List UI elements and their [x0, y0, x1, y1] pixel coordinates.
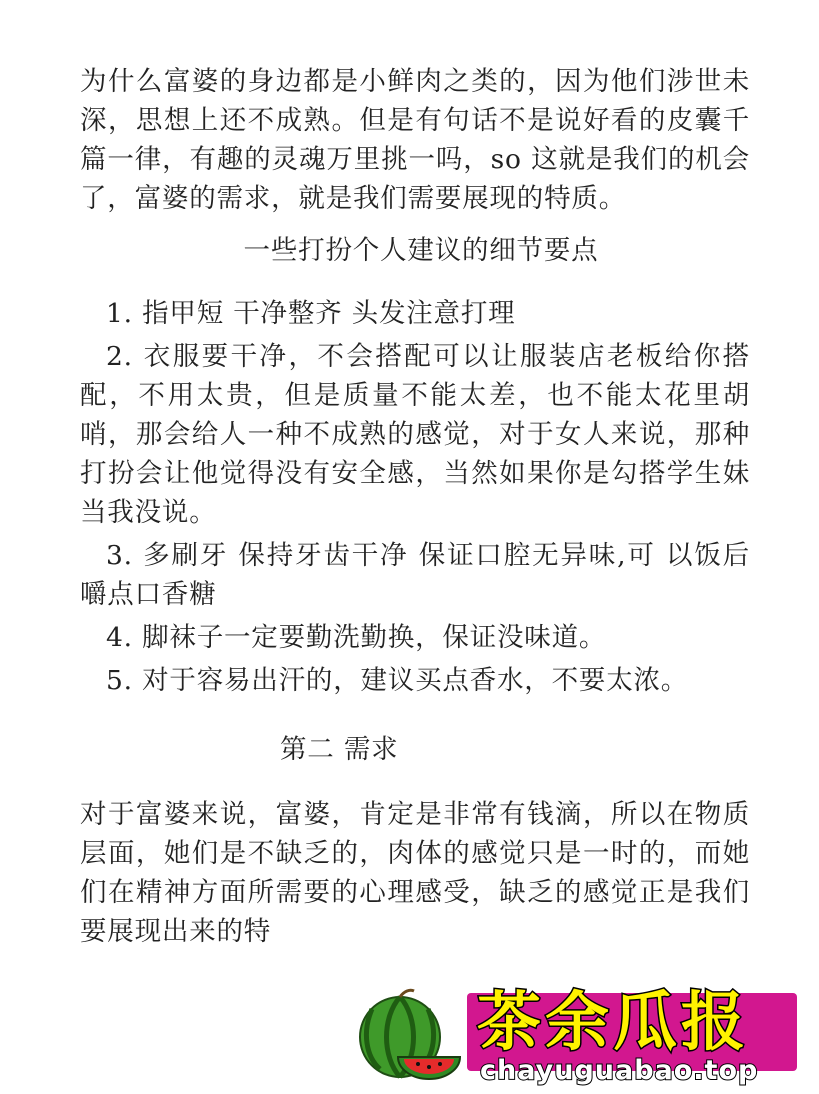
document-page [80, 62, 750, 964]
watermark-title: 茶余瓜报 [477, 986, 749, 1060]
section2-heading: 第二 需求 [280, 734, 399, 765]
tips-heading: 一些打扮个人建议的细节要点 [243, 235, 599, 266]
watermark-url: chayuguabao.top [480, 1055, 759, 1086]
tip-item-4: 4. 脚袜子一定要勤洗勤换，保证没味道。 [106, 622, 607, 653]
tip-item-2: 2. 衣服要干净，不会搭配可以让服装店老板给你搭配，不用太贵，但是质量不能太差，也不能太花里胡哨，那会给人一种不成熟的感觉，对于女人来说，那种打扮会让他觉得没有安全感，当然如果你是勾搭学生妹当我没说。 [80, 341, 750, 528]
intro-paragraph: 为什么富婆的身边都是小鲜肉之类的，因为他们涉世未深，思想上还不成熟。但是有句话不是说好看的皮囊千篇一律，有趣的灵魂万里挑一吗，so 这就是我们的机会了，富婆的需求，就是我们需要展现的特质。 [80, 66, 750, 214]
watermark [352, 985, 812, 1090]
watermelon-icon [352, 987, 472, 1087]
tip-item-3: 3. 多刷牙 保持牙齿干净 保证口腔无异味,可 以饭后嚼点口香糖 [80, 540, 750, 610]
tip-item-5: 5. 对于容易出汗的，建议买点香水，不要太浓。 [106, 665, 689, 696]
tip-item-1: 1. 指甲短 干净整齐 头发注意打理 [106, 298, 516, 329]
section2-paragraph: 对于富婆来说，富婆，肯定是非常有钱滴，所以在物质层面，她们是不缺乏的，肉体的感觉只是一时的，而她们在精神方面所需要的心理感受，缺乏的感觉正是我们要展现出来的特 [80, 799, 750, 947]
